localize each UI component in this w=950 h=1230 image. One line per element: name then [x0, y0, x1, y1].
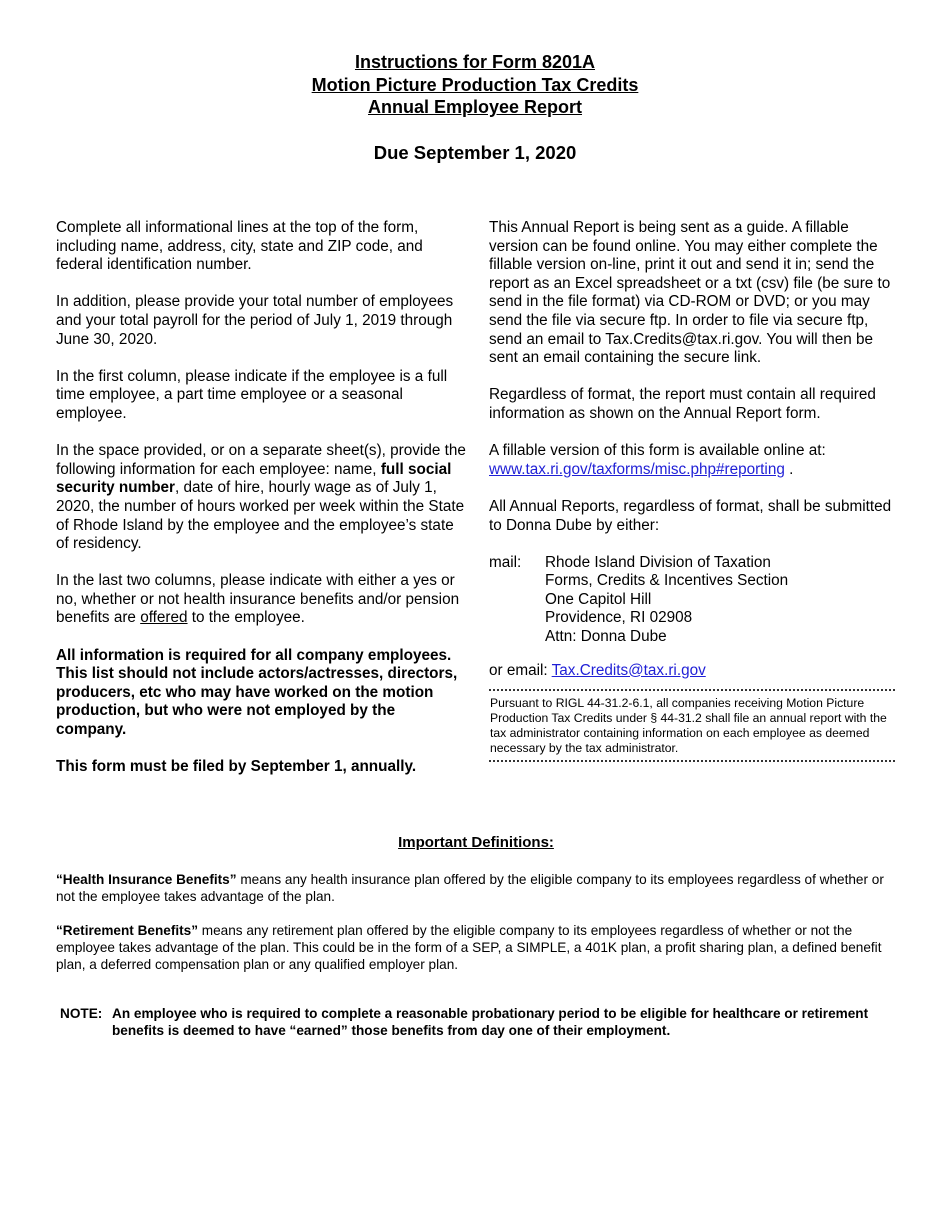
note-text: An employee who is required to complete a reasonable probationary period to be eligible for healthcare or retirement benefits is deemed to have “earned” those benefits from day one of their employment.	[112, 1006, 869, 1038]
instruction-last-two-columns	[56, 572, 466, 628]
annual-report-guide-text: This Annual Report is being sent as a guide. A fillable version can be found online. You may either complete the fillable version on-line, print it out and send it in; send the report as an Excel spreadsheet or a txt (csv) file (be sure to send in the file format) via CD-ROM or DVD; or you may send the file via secure ftp. In order to file via secure ftp, send an email to Tax.Credits@tax.ri.gov. You will then be sent an email containing the secure link.	[489, 219, 891, 367]
retirement-term: “Retirement Benefits”	[56, 923, 199, 938]
retirement-definition	[56, 922, 896, 973]
fillable-link-suffix: .	[784, 460, 794, 478]
filing-deadline-notice: This form must be filed by September 1, annually.	[56, 758, 417, 776]
retirement-text: means any retirement plan offered by the eligible company to its employees regardless of whether or not the employee takes advantage of the plan. This could be in the form of a SEP, a SIMPLE, a 401K plan, a profit sharing plan, a defined benefit plan, a deferred compensation plan or any qualified employer plan.	[56, 923, 882, 972]
last-columns-text-a: In the last two columns, please indicate with either a yes or no, whether or not health insurance benefits and/or pension benefits are	[56, 572, 460, 627]
last-columns-text-c: to the employee.	[187, 609, 305, 627]
left-column	[56, 219, 466, 795]
address-line: One Capitol Hill	[545, 590, 652, 608]
instruction-first-column: In the first column, please indicate if the employee is a full time employee, a part time employee or a seasonal employee.	[56, 367, 448, 422]
fillable-form-link[interactable]: www.tax.ri.gov/taxforms/misc.php#reporting	[489, 460, 785, 478]
instruction-employee-totals: In addition, please provide your total number of employees and your total payroll for the period of July 1, 2019 through June 30, 2020.	[56, 293, 454, 348]
employee-info-ssn: full social security number	[56, 460, 452, 497]
health-insurance-definition	[56, 871, 896, 905]
definitions-heading: Important Definitions:	[398, 834, 554, 851]
title-program: Motion Picture Production Tax Credits	[311, 74, 639, 95]
address-line: Attn: Donna Dube	[545, 628, 667, 646]
email-line	[489, 662, 899, 681]
required-format-text: Regardless of format, the report must contain all required information as shown on the Annual Report form.	[489, 386, 876, 422]
email-link[interactable]: Tax.Credits@tax.ri.gov	[551, 661, 706, 679]
right-column	[489, 219, 899, 762]
address-line: Providence, RI 02908	[545, 609, 693, 627]
employee-info-text-c: , date of hire, hourly wage as of July 1, 2020, the number of hours worked per week within the State of Rhode Island by the employee and the employee’s state of residency.	[56, 479, 465, 553]
instruction-employee-information	[56, 442, 466, 554]
last-columns-offered: offered	[140, 609, 188, 627]
employee-info-text-a: In the space provided, or on a separate sheet(s), provide the following information for each employee: name,	[56, 442, 466, 478]
instruction-informational-lines: Complete all informational lines at the top of the form, including name, address, city, state and ZIP code, and federal identification number.	[56, 219, 423, 274]
fillable-version-text: A fillable version of this form is available online at:	[489, 442, 826, 460]
health-insurance-term: “Health Insurance Benefits”	[56, 872, 237, 887]
mailing-address	[545, 554, 788, 647]
mailing-address-block	[489, 554, 899, 647]
due-date: Due September 1, 2020	[373, 141, 577, 163]
title-form-number: Instructions for Form 8201A	[354, 52, 596, 72]
mail-label: mail:	[489, 553, 522, 571]
required-information-notice: All information is required for all company employees. This list should not include actors/actresses, directors, producers, etc who may have worked on the motion production, but who were not employed by the company.	[56, 646, 458, 739]
health-insurance-text: means any health insurance plan offered by the eligible company to its employees regardless of whether or not the employee takes advantage of the plan.	[56, 872, 884, 904]
page-header	[0, 51, 950, 164]
note-label: NOTE:	[60, 1006, 103, 1021]
submission-instructions: All Annual Reports, regardless of format, shall be submitted to Donna Dube by either:	[489, 497, 892, 534]
email-prefix: or email:	[489, 661, 552, 679]
fillable-version-paragraph	[489, 442, 899, 479]
definitions-section	[56, 834, 896, 990]
address-line: Rhode Island Division of Taxation	[545, 553, 771, 571]
rigl-notice-box: Pursuant to RIGL 44-31.2-6.1, all companies receiving Motion Picture Production Tax Credits under § 44-31.2 shall file an annual report with the tax administrator containing information on each employee as deemed necessary by the tax administrator.	[489, 689, 895, 762]
probationary-note	[60, 1005, 896, 1039]
address-line: Forms, Credits & Incentives Section	[545, 572, 789, 590]
title-report: Annual Employee Report	[367, 97, 583, 117]
